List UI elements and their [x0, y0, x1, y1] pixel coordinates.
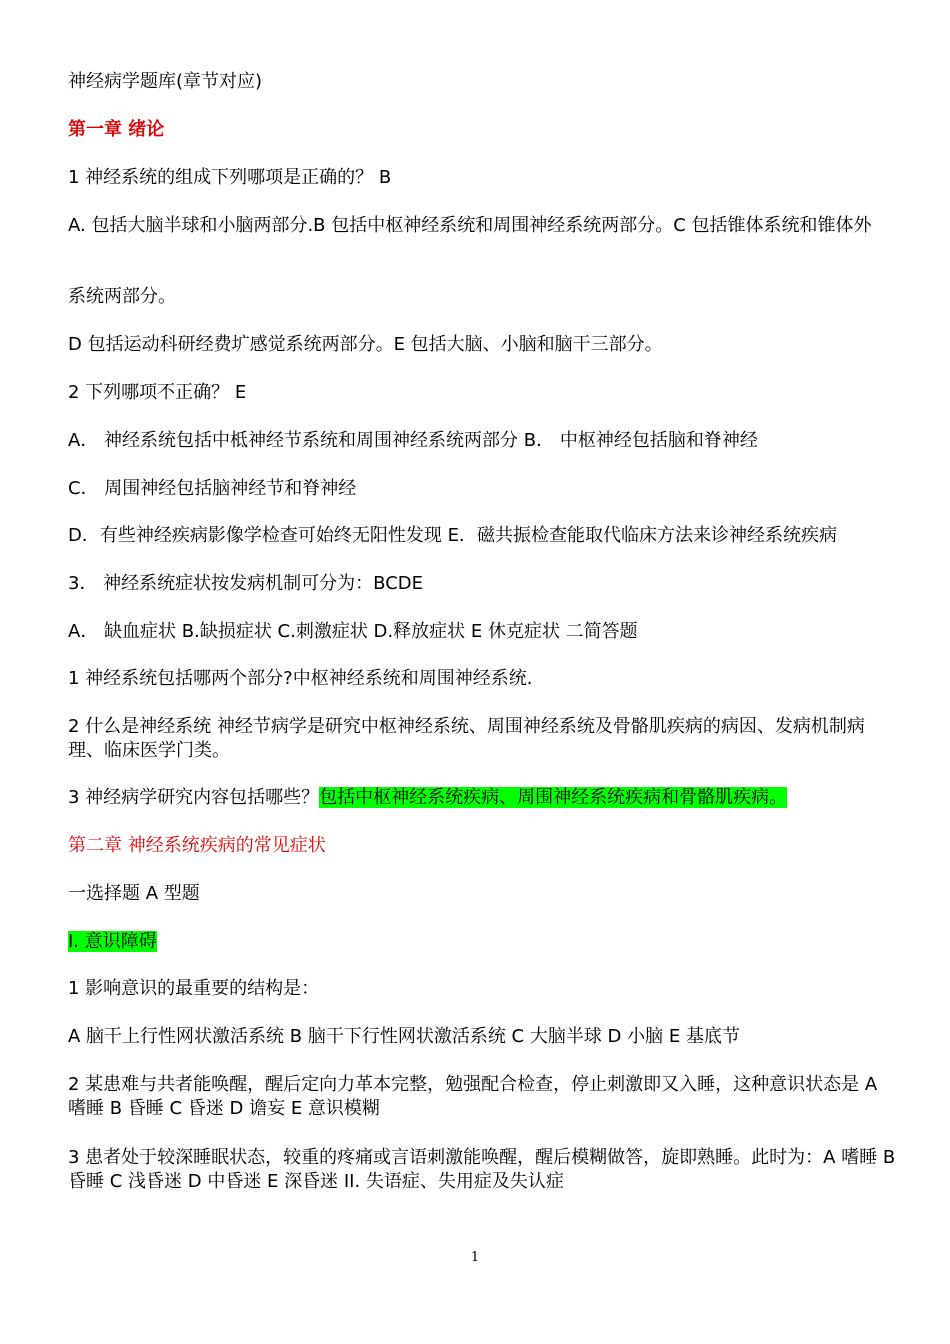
question-1-options-line-1: A. 包括大脑半球和小脑两部分.B 包括中枢神经系统和周围神经系统两部分。C 包括锥体系统和锥体外	[68, 215, 872, 236]
question-2-option-c: C． 周围神经包括脑神经节和脊神经	[68, 478, 357, 499]
question-1-options-line-2: 系统两部分。	[68, 286, 176, 307]
chapter-1-heading: 第一章 绪论	[68, 119, 165, 140]
subsection-title	[68, 930, 898, 954]
short-answer-2: 2 什么是神经系统 神经节病学是研究中枢神经系统、周围神经系统及骨骼肌疾病的病因、发病机制病理、临床医学门类。	[68, 716, 865, 761]
ch2-question-1: 1 影响意识的最重要的结构是：	[68, 978, 320, 999]
question-1-options-line-3: D 包括运动科研经费圹感觉系统两部分。E 包括大脑、小脑和脑干三部分。	[68, 334, 663, 355]
subsection-highlighted-label: I. 意识障碍	[68, 931, 157, 952]
question-3-options: A． 缺血症状 B.缺损症状 C.刺激症状 D.释放症状 E 休克症状 二简答题	[68, 621, 638, 642]
question-2-options-d-e: D．有些神经疾病影像学检查可始终无阳性发现 E．磁共振检查能取代临床方法来诊神经系统疾病	[68, 525, 837, 546]
short-answer-1: 1 神经系统包括哪两个部分?中枢神经系统和周围神经系统.	[68, 668, 533, 689]
question-1: 1 神经系统的组成下列哪项是正确的？ B	[68, 167, 392, 188]
question-2-options-a-b: A． 神经系统包括中柢神经节系统和周围神经系统两部分 B． 中枢神经包括脑和脊神经	[68, 430, 758, 451]
document-title: 神经病学题库(章节对应)	[68, 71, 263, 92]
ch2-question-2: 2 某患难与共者能唤醒，醒后定向力革本完整，勉强配合检查，停止刺激即又入睡，这种意识状态是 A 嗜睡 B 昏睡 C 昏迷 D 谵妄 E 意识模糊	[68, 1074, 878, 1119]
question-2: 2 下列哪项不正确？ E	[68, 382, 247, 403]
ch2-question-1-options: A 脑干上行性网状激活系统 B 脑干下行性网状激活系统 C 大脑半球 D 小脑 E 基底节	[68, 1026, 740, 1047]
chapter-2-heading: 第二章 神经系统疾病的常见症状	[68, 835, 326, 856]
short-answer-3	[68, 786, 898, 810]
ch2-question-3: 3 患者处于较深睡眠状态，较重的疼痛或言语刺激能唤醒，醒后模糊做答，旋即熟睡。此时为：A 嗜睡 B 昏睡 C 浅昏迷 D 中昏迷 E 深昏迷 II. 失语症、失用症及失认症	[68, 1147, 896, 1192]
section-type: 一选择题 A 型题	[68, 883, 200, 904]
short-answer-3-highlighted-answer: 包括中枢神经系统疾病、周围神经系统疾病和骨骼肌疾病。	[319, 787, 788, 808]
short-answer-3-question: 3 神经病学研究内容包括哪些？	[68, 787, 320, 808]
question-3: 3． 神经系统症状按发病机制可分为：BCDE	[68, 573, 424, 594]
page-number: 1	[470, 1250, 480, 1265]
